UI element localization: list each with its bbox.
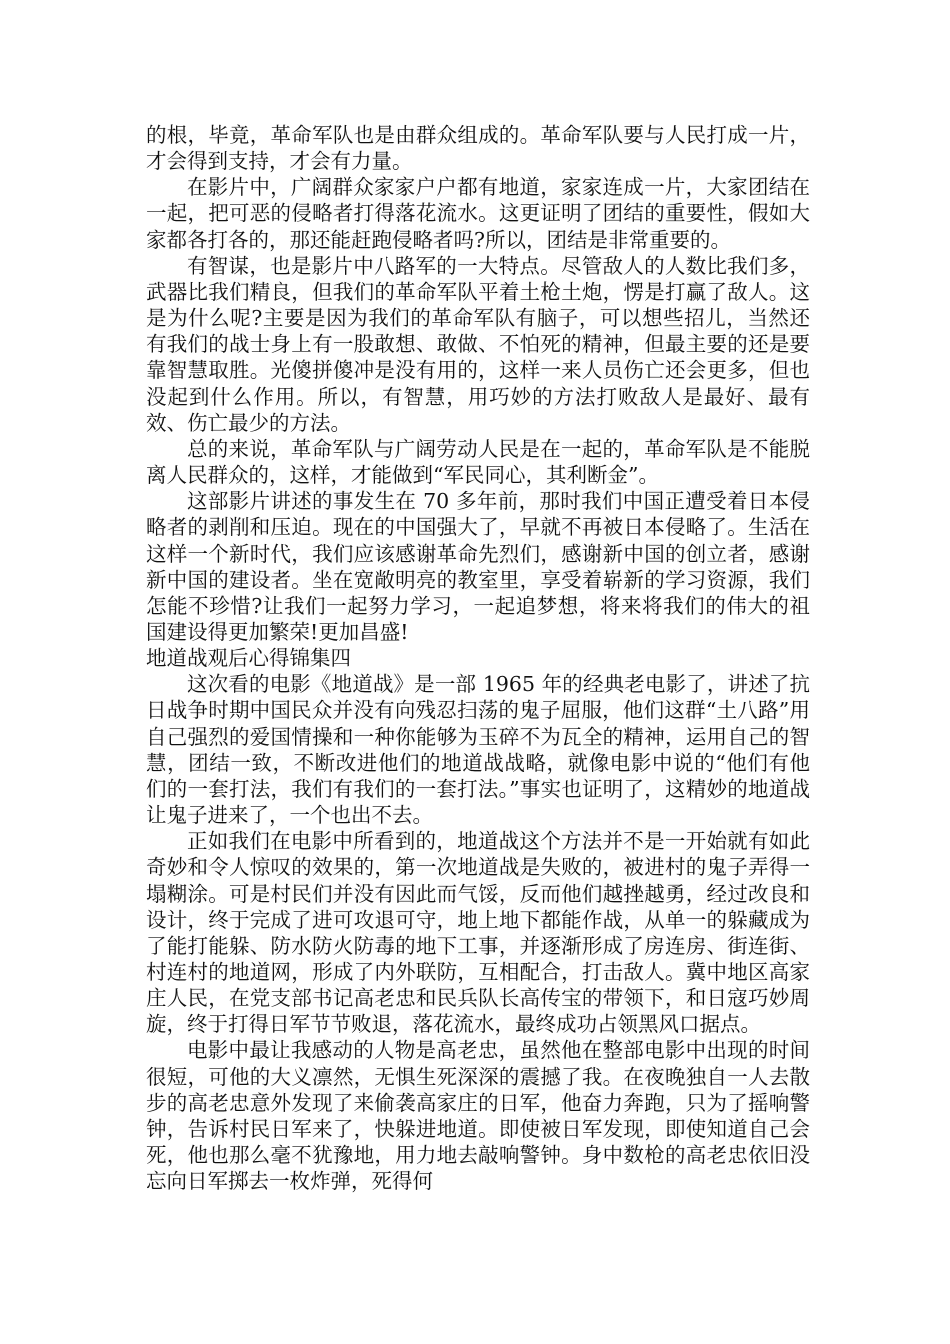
paragraph-1: 的根，毕竟，革命军队也是由群众组成的。革命军队要与人民打成一片，才会得到支持，才会有力量。	[146, 123, 810, 174]
paragraph-5: 这部影片讲述的事发生在 70 多年前，那时我们中国正遭受着日本侵略者的剥削和压迫。现在的中国强大了，早就不再被日本侵略了。生活在这样一个新时代，我们应该感谢革命先烈们，感谢新中国的创立者，感谢新中国的建设者。坐在宽敞明亮的教室里，享受着崭新的学习资源，我们怎能不珍惜?让我们一起努力学习，一起追梦想，将来将我们的伟大的祖国建设得更加繁荣!更加昌盛!	[146, 489, 810, 644]
paragraph-7: 正如我们在电影中所看到的，地道战这个方法并不是一开始就有如此奇妙和令人惊叹的效果的，第一次地道战是失败的，被进村的鬼子弄得一塌糊涂。可是村民们并没有因此而气馁，反而他们越挫越勇，经过改良和设计，终于完成了进可攻退可守，地上地下都能作战，从单一的躲藏成为了能打能躲、防水防火防毒的地下工事，并逐渐形成了房连房、街连街、村连村的地道网，形成了内外联防，互相配合，打击敌人。冀中地区高家庄人民，在党支部书记高老忠和民兵队长高传宝的带领下，和日寇巧妙周旋，终于打得日军节节败退，落花流水，最终成功占领黑风口据点。	[146, 829, 810, 1037]
section-heading: 地道战观后心得锦集四	[146, 646, 351, 671]
paragraph-4: 总的来说，革命军队与广阔劳动人民是在一起的，革命军队是不能脱离人民群众的，这样，才能做到“军民同心，其利断金”。	[146, 436, 810, 488]
paragraph-3: 有智谋，也是影片中八路军的一大特点。尽管敌人的人数比我们多，武器比我们精良，但我们的革命军队平着土枪土炮，愣是打赢了敌人。这是为什么呢?主要是因为我们的革命军队有脑子，可以想些招儿，当然还有我们的战士身上有一股敢想、敢做、不怕死的精神，但最主要的还是要靠智慧取胜。光傻拼傻冲是没有用的，这样一来人员伤亡还会更多，但也没起到什么作用。所以，有智慧，用巧妙的方法打败敌人是最好、最有效、伤亡最少的方法。	[146, 253, 810, 435]
paragraph-6: 这次看的电影《地道战》是一部 1965 年的经典老电影了，讲述了抗日战争时期中国民众并没有向残忍扫荡的鬼子屈服，他们这群“土八路”用自己强烈的爱国情操和一种你能够为玉碎不为瓦全的精神，运用自己的智慧，团结一致，不断改进他们的地道战战略，就像电影中说的“他们有他们的一套打法，我们有我们的一套打法。”事实也证明了，这精妙的地道战让鬼子进来了，一个也出不去。	[146, 672, 810, 828]
paragraph-2: 在影片中，广阔群众家家户户都有地道，家家连成一片，大家团结在一起，把可恶的侵略者打得落花流水。这更证明了团结的重要性，假如大家都各打各的，那还能赶跑侵略者吗?所以，团结是非常重要的。	[146, 175, 810, 252]
paragraph-8: 电影中最让我感动的人物是高老忠，虽然他在整部电影中出现的时间很短，可他的大义凛然，无惧生死深深的震撼了我。在夜晚独自一人去散步的高老忠意外发现了来偷袭高家庄的日军，他奋力奔跑，只为了摇响警钟，告诉村民日军来了，快躲进地道。即使被日军发现，即使知道自己会死，他也那么毫不犹豫地，用力地去敲响警钟。身中数枪的高老忠依旧没忘向日军掷去一枚炸弹，死得何	[146, 1038, 810, 1194]
document-page	[146, 122, 810, 1194]
